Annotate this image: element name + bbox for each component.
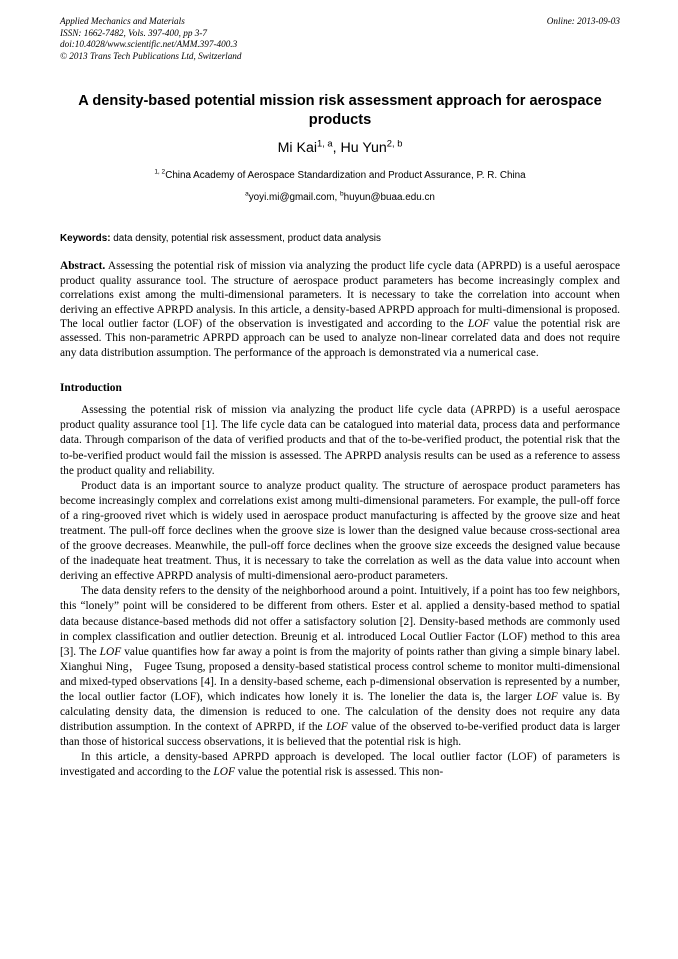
page-title: A density-based potential mission risk assessment approach for aerospace products — [78, 93, 602, 129]
intro-p3-part-a: The data density refers to the density of the neighborhood around a point. Intuitively, if a point has too few neighbors, this “lonely” point will be considered to be different from others. Ester et al. applied a density-based method to spatial data because distance-based methods did not offer a satisfactory solution [2]. Density-based methods are commonly used in complex classification and outlier detection. Breunig et al. introduced Local Outlier Factor (LOF) method to this area [3]. The — [60, 585, 620, 658]
intro-p3-part-c: value is. By calculating density data, the dimension is reduced to one. The calculation of the density does not require any data distribution assumption. In the context of APRPD, if the — [60, 691, 620, 734]
intro-p4-part-b: value the potential risk is assessed. This non- — [234, 766, 444, 779]
intro-paragraph-2: Product data is an important source to analyze product quality. The structure of aerospace product parameters has become increasingly complex and correlations exist among multi-dimensional parameters. For example, the pull-off force of a ring-grooved rivet which is widely used in aerospace product manufacturing is affected by the groove size and heat treatment. The pull-off force declines when the groove size is lower than the designed value because cross-sectional area of the groove decreases. Meanwhile, the pull-off force declines when the groove size exceeds the designed value because of the inadequate heat treatment. Thus, it is necessary to take the correlation as well as the data value into account when deriving an effective APRPD analysis of multi-dimensional aero-product parameters. — [60, 479, 620, 583]
affiliation-text: China Academy of Aerospace Standardization and Product Assurance, P. R. China — [165, 170, 526, 182]
intro-p3-part-b: value quantifies how far away a point is from the majority of points rather than giving a simple binary label. Xianghui Ning， Fugee Tsung, proposed a density-based statistical process control scheme to monitor multi-dimensional and mixed-typed observations [4]. In a density-based scheme, each p-dimensional observation is represented by a number, the local outlier factor (LOF), which indicates how lonely it is. The lonelier the data is, the larger — [60, 645, 621, 703]
author-name-2: Hu Yun — [340, 140, 387, 157]
abstract-block — [60, 259, 620, 360]
affiliation-sup: 1, 2 — [154, 169, 166, 177]
online-date: Online: 2013-09-03 — [546, 16, 620, 26]
intro-p3-italic-lof-1: LOF — [99, 645, 122, 658]
affiliation-line — [60, 169, 620, 183]
keywords-list: data density, potential risk assessment, product data analysis — [113, 233, 381, 245]
email-sup-a: a — [245, 191, 249, 199]
author-sup-1: 1, a — [316, 138, 333, 149]
author-separator: , — [332, 140, 341, 157]
intro-p4-italic-lof-1: LOF — [213, 766, 235, 779]
intro-paragraph-1: Assessing the potential risk of mission via analyzing the product life cycle data (APRPD) is a useful aerospace product quality assurance tool [1]. The life cycle data can be catalogued into material data, process data and performance data. Through comparison of the data of verified products and that of the to-be-verified product, the potential risk that the to-be-verified product would fail the mission is assessed. The APRPD analysis results can be used as a reference to assess the product quality and reliability. — [60, 404, 620, 477]
author-sup-2: 2, b — [386, 138, 403, 149]
page-content — [60, 16, 620, 781]
journal-name: Applied Mechanics and Materials — [60, 16, 185, 26]
abstract-label: Abstract. — [60, 260, 106, 273]
abstract-text-part-1: Assessing the potential risk of mission via analyzing the product life cycle data (APRPD) is a useful aerospace product quality assurance tool. The structure of aerospace product parameters has become increasingly complex and correlations exist among the multi-dimensional parameters. It is necessary to take the correlation into account when deriving an effective APRPD analysis. In this article, a density-based APRPD approach for multi-dimensional is proposed. The local outlier factor (LOF) of the observation is investigated and according to the — [60, 260, 620, 330]
keywords-line — [60, 232, 620, 245]
intro-p3-italic-lof-3: LOF — [326, 721, 348, 734]
intro-paragraph-4 — [60, 750, 620, 780]
intro-p3-italic-lof-2: LOF — [536, 691, 558, 703]
author-name-1: Mi Kai — [277, 140, 317, 157]
section-heading-introduction: Introduction — [60, 382, 122, 395]
header-top-row — [60, 16, 620, 28]
email-line — [60, 191, 620, 205]
copyright-line: © 2013 Trans Tech Publications Ltd, Switzerland — [60, 50, 242, 61]
email-b[interactable]: huyun@buaa.edu.cn — [343, 192, 435, 204]
doi-line: doi:10.4028/www.scientific.net/AMM.397-400.3 — [60, 39, 238, 50]
email-sup-b: b — [339, 191, 344, 199]
intro-paragraph-3 — [60, 584, 620, 750]
abstract-text-part-2: value the potential risk are assessed. This non-parametric APRPD approach can be used to analyze non-linear correlated data and does not require any data distribution assumption. The performance of the approach is demonstrated via a numerical case. — [60, 318, 620, 359]
keywords-label: Keywords: — [60, 233, 111, 245]
email-a[interactable]: yoyi.mi@gmail.com, — [248, 192, 338, 204]
intro-p4-part-a: In this article, a density-based APRPD approach is developed. The local outlier factor (LOF) of parameters is investigated and according to the — [60, 751, 620, 779]
abstract-italic-lof: LOF — [467, 318, 490, 330]
running-header — [60, 16, 620, 62]
intro-p3-part-d: value of the observed to-be-verified product data is larger than those of historical success observations, it is believed that the potential risk is high. — [60, 721, 620, 749]
author-line — [60, 139, 620, 157]
issn-line: ISSN: 1662-7482, Vols. 397-400, pp 3-7 — [60, 27, 207, 38]
